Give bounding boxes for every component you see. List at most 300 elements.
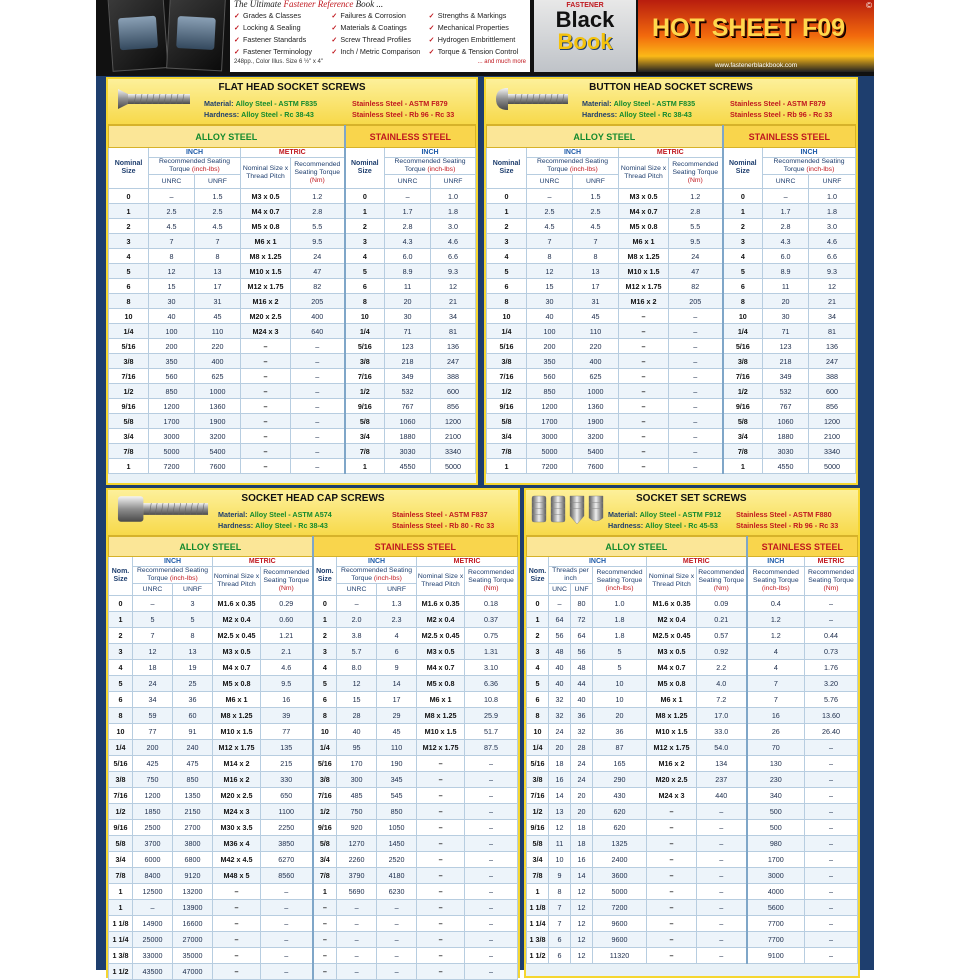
sheet-title: HOT SHEET F09 xyxy=(652,14,846,42)
table-cell: 1 xyxy=(313,612,337,628)
table-cell: – xyxy=(619,309,669,324)
table-cell: 1.0 xyxy=(431,189,476,204)
table-cell: 3/4 xyxy=(723,429,763,444)
table-cell: M1.6 x 0.35 xyxy=(647,596,697,612)
checkmark-icon: ✓ xyxy=(428,35,435,44)
table-cell: – xyxy=(291,459,345,474)
table-cell: 110 xyxy=(377,740,417,756)
table-cell: 1850 xyxy=(133,804,173,820)
table-cell: 545 xyxy=(377,788,417,804)
table-cell: M5 x 0.8 xyxy=(213,676,261,692)
table-cell: 100 xyxy=(527,324,573,339)
table-cell: – xyxy=(697,836,747,852)
table-cell: – xyxy=(527,189,573,204)
table-row xyxy=(109,369,476,384)
table-cell: 12 xyxy=(527,264,573,279)
table-row xyxy=(109,414,476,429)
table-cell: 1/4 xyxy=(487,324,527,339)
table-cell: 1200 xyxy=(809,414,856,429)
table-cell: 1200 xyxy=(527,399,573,414)
checkmark-icon: ✓ xyxy=(331,11,338,20)
tagline: The Ultimate Fastener Reference Book ... xyxy=(234,0,384,9)
table-cell: 7/16 xyxy=(527,788,549,804)
table-cell: 8.0 xyxy=(337,660,377,676)
table-cell: 1.2 xyxy=(291,189,345,204)
table-cell: 11 xyxy=(385,279,431,294)
table-cell: 8.9 xyxy=(385,264,431,279)
table-cell: 0 xyxy=(345,189,385,204)
table-cell: M3 x 0.5 xyxy=(647,644,697,660)
table-cell: 5/16 xyxy=(487,339,527,354)
table-cell: 40 xyxy=(527,309,573,324)
table-cell: 10.8 xyxy=(465,692,518,708)
table-cell: 3 xyxy=(723,234,763,249)
table-cell: 5000 xyxy=(527,444,573,459)
feature-item: ✓ Grades & Classes xyxy=(234,11,301,20)
table-cell: 240 xyxy=(173,740,213,756)
table-cell: 26 xyxy=(747,724,805,740)
table-cell: 9.3 xyxy=(431,264,476,279)
table-cell: 1360 xyxy=(573,399,619,414)
table-cell: 123 xyxy=(763,339,809,354)
table-cell: 6.36 xyxy=(465,676,518,692)
table-cell: 17 xyxy=(573,279,619,294)
table-cell: 1 xyxy=(487,204,527,219)
table-cell: 1.0 xyxy=(809,189,856,204)
table-cell: 12 xyxy=(571,900,593,916)
table-cell: 12 xyxy=(337,676,377,692)
table-cell: M10 x 1.5 xyxy=(213,724,261,740)
table-cell: 5000 xyxy=(593,884,647,900)
table-cell: 2700 xyxy=(173,820,213,836)
table-cell: 3000 xyxy=(527,429,573,444)
table-cell: 17.0 xyxy=(697,708,747,724)
table-cell: – xyxy=(213,964,261,980)
feature-item: ✓ Locking & Sealing xyxy=(234,23,301,32)
table-cell: 4.5 xyxy=(195,219,241,234)
feature-item: ✓ Failures & Corrosion xyxy=(331,11,406,20)
table-cell: 3/8 xyxy=(109,354,149,369)
table-cell: – xyxy=(647,804,697,820)
table-cell: 300 xyxy=(337,772,377,788)
table-cell: 13 xyxy=(573,264,619,279)
book-cover-icon xyxy=(107,0,168,72)
table-cell: 3/8 xyxy=(109,772,133,788)
table-cell: 349 xyxy=(763,369,809,384)
table-cell: 290 xyxy=(593,772,647,788)
table-cell: – xyxy=(647,836,697,852)
table-cell: 2.8 xyxy=(669,204,723,219)
checkmark-icon: ✓ xyxy=(234,35,241,44)
table-cell: 1 3/8 xyxy=(109,948,133,964)
table-cell: – xyxy=(291,384,345,399)
table-cell: 1/4 xyxy=(723,324,763,339)
table-cell: 40 xyxy=(549,676,571,692)
table-cell: 1270 xyxy=(337,836,377,852)
table-cell: – xyxy=(417,836,465,852)
book-info: 248pp., Color Illus. Size 6 ½" x 4" xyxy=(234,59,323,65)
table-cell: 26.40 xyxy=(805,724,858,740)
feature-item: ✓ Inch / Metric Comparison xyxy=(331,47,421,56)
table-cell: 388 xyxy=(431,369,476,384)
table-cell: 36 xyxy=(593,724,647,740)
table-cell: – xyxy=(241,354,291,369)
table-cell: 0.29 xyxy=(261,596,313,612)
table-cell: 7 xyxy=(549,900,571,916)
table-cell: – xyxy=(465,804,518,820)
table-cell: 430 xyxy=(593,788,647,804)
table-cell: 1 3/8 xyxy=(527,932,549,948)
table-cell: 3 xyxy=(313,644,337,660)
table-cell: 1200 xyxy=(149,399,195,414)
table-cell: M8 x 1.25 xyxy=(647,708,697,724)
table-row xyxy=(109,339,476,354)
table-cell: 8 xyxy=(549,884,571,900)
table-cell: M10 x 1.5 xyxy=(241,264,291,279)
table-cell: 237 xyxy=(697,772,747,788)
table-cell: – xyxy=(647,868,697,884)
table-cell: – xyxy=(465,948,518,964)
table-cell: – xyxy=(697,916,747,932)
table-cell: – xyxy=(337,916,377,932)
table-cell: 9/16 xyxy=(345,399,385,414)
table-cell: 24 xyxy=(133,676,173,692)
table-row xyxy=(109,676,518,692)
feature-item: ✓ Mechanical Properties xyxy=(428,23,509,32)
table-cell: 750 xyxy=(133,772,173,788)
table-cell: – xyxy=(313,916,337,932)
table-cell: 1/2 xyxy=(723,384,763,399)
table-cell: 6230 xyxy=(377,884,417,900)
table-cell: 5/16 xyxy=(723,339,763,354)
table-cell: 3200 xyxy=(573,429,619,444)
table-cell: 3340 xyxy=(431,444,476,459)
table-cell: – xyxy=(313,964,337,980)
table-cell: M5 x 0.8 xyxy=(241,219,291,234)
table-cell: 9/16 xyxy=(109,399,149,414)
table-cell: 5 xyxy=(109,676,133,692)
table-cell: 2.2 xyxy=(697,660,747,676)
table-cell: – xyxy=(417,916,465,932)
table-cell: 3/4 xyxy=(527,852,549,868)
table-cell: 5/8 xyxy=(109,836,133,852)
table-cell: 19 xyxy=(173,660,213,676)
table-cell: 4 xyxy=(747,644,805,660)
table-cell: 24 xyxy=(291,249,345,264)
feature-column-2 xyxy=(331,10,428,58)
table-cell: 767 xyxy=(763,399,809,414)
table-cell: 32 xyxy=(549,692,571,708)
table-cell: – xyxy=(241,459,291,474)
table-cell: 47 xyxy=(291,264,345,279)
table-cell: 7200 xyxy=(593,900,647,916)
table-cell: 5.7 xyxy=(337,644,377,660)
table-row xyxy=(487,189,856,204)
table-cell: 5 xyxy=(109,264,149,279)
table-cell: – xyxy=(261,948,313,964)
table-row xyxy=(109,724,518,740)
table-cell: 9/16 xyxy=(313,820,337,836)
table-cell: 10 xyxy=(109,724,133,740)
table-cell: 4.5 xyxy=(527,219,573,234)
table-cell: M3 x 0.5 xyxy=(417,644,465,660)
table-cell: – xyxy=(377,916,417,932)
feature-item: ✓ Materials & Coatings xyxy=(331,23,407,32)
table-cell: 4 xyxy=(345,249,385,264)
table-cell: 43500 xyxy=(133,964,173,980)
table-cell: 18 xyxy=(571,820,593,836)
table-cell: – xyxy=(241,399,291,414)
table-cell: 0.18 xyxy=(465,596,518,612)
table-cell: 220 xyxy=(573,339,619,354)
table-cell: 95 xyxy=(337,740,377,756)
table-cell: – xyxy=(261,964,313,980)
table-row xyxy=(487,459,856,474)
table-cell: 3/8 xyxy=(527,772,549,788)
table-cell: 1 xyxy=(723,204,763,219)
table-cell: 4550 xyxy=(763,459,809,474)
button-head-panel: BUTTON HEAD SOCKET SCREWS Material: Alloy Steel - ASTM F835 Hardness: Alloy Steel - Rc 38-43 Stainless Steel - ASTM F879 Stainless Steel - Rb 96 - Rc 33 ALLOY STEEL STAINLESS STEEL Nominal Size INCH METRIC Nominal Size INCH Recommended Seating Torque (inch-lbs) Nominal Size x Thread Pitch Recommended Seating Torque (Nm) Recommended Seating Torque (inch-lbs) UNRC UNRF UNRC UNRF 0 – 1.5 M3 x 0.5 1.2 0 – 1.0 1 2.5 2.5 M4 x 0.7 2.8 1 1.7 1.8 2 4.5 4.5 M5 x 0.8 5.5 2 2.8 3.0 3 7 7 M6 x 1 9.5 3 4.3 4.6 4 8 8 M8 x 1.25 24 4 6.0 6.6 5 12 13 M10 x 1.5 47 5 8.9 9.3 6 15 17 M12 x 1.75 82 6 11 12 8 30 31 M16 x 2 205 8 20 21 10 40 45 – – 10 30 34 1/4 100 110 – – 1/4 71 81 5/16 200 220 – – 5/16 123 136 3/8 350 400 – – 3/8 218 247 7/16 560 625 – – 7/16 349 388 1/2 850 1000 – – 1/2 532 600 9/16 1200 1360 – – 9/16 767 856 5/8 1700 1900 – – 5/8 1060 1200 3/4 3000 3200 – – 3/4 1880 2100 7/8 5000 5400 – – 7/8 3030 3340 1 7200 7600 – – 1 4550 5000 xyxy=(484,77,858,485)
table-cell: 7700 xyxy=(747,916,805,932)
checkmark-icon: ✓ xyxy=(234,23,241,32)
table-cell: – xyxy=(647,852,697,868)
table-cell: 3850 xyxy=(261,836,313,852)
table-cell: 388 xyxy=(809,369,856,384)
table-cell: 3/8 xyxy=(723,354,763,369)
table-row xyxy=(109,708,518,724)
table-cell: M2 x 0.4 xyxy=(213,612,261,628)
table-cell: 0.60 xyxy=(261,612,313,628)
table-cell: 5000 xyxy=(431,459,476,474)
table-cell: 7600 xyxy=(573,459,619,474)
table-cell: – xyxy=(291,414,345,429)
table-cell: 856 xyxy=(809,399,856,414)
table-cell: 2.3 xyxy=(377,612,417,628)
table-cell: 1900 xyxy=(195,414,241,429)
table-cell: 1 xyxy=(109,612,133,628)
feature-item: ✓ Screw Thread Profiles xyxy=(331,35,411,44)
table-row xyxy=(109,324,476,339)
table-cell: 4.3 xyxy=(385,234,431,249)
table-cell: 3.10 xyxy=(465,660,518,676)
table-cell: M48 x 5 xyxy=(213,868,261,884)
checkmark-icon: ✓ xyxy=(428,47,435,56)
table-cell: 1325 xyxy=(593,836,647,852)
table-cell: M20 x 2.5 xyxy=(241,309,291,324)
table-cell: 34 xyxy=(133,692,173,708)
table-cell: – xyxy=(619,444,669,459)
table-cell: 1 xyxy=(345,204,385,219)
table-cell: 16 xyxy=(747,708,805,724)
table-row xyxy=(487,369,856,384)
table-cell: 5400 xyxy=(195,444,241,459)
table-cell: – xyxy=(805,932,858,948)
table-cell: 0.73 xyxy=(805,644,858,660)
table-cell: – xyxy=(465,852,518,868)
table-cell: 87 xyxy=(593,740,647,756)
table-cell: 1 xyxy=(313,884,337,900)
table-cell: 1 1/8 xyxy=(109,916,133,932)
table-cell: 15 xyxy=(337,692,377,708)
table-row xyxy=(109,189,476,204)
table-cell: M30 x 3.5 xyxy=(213,820,261,836)
table-row xyxy=(487,429,856,444)
table-cell: – xyxy=(417,788,465,804)
table-cell: 6.6 xyxy=(431,249,476,264)
table-cell: 345 xyxy=(377,772,417,788)
table-cell: 60 xyxy=(173,708,213,724)
table-cell: 3340 xyxy=(809,444,856,459)
table-cell: 110 xyxy=(573,324,619,339)
table-cell: – xyxy=(241,369,291,384)
table-cell: 205 xyxy=(669,294,723,309)
table-cell: 64 xyxy=(549,612,571,628)
table-cell: – xyxy=(805,836,858,852)
table-cell: 3.8 xyxy=(337,628,377,644)
table-cell: 8 xyxy=(195,249,241,264)
cap-screw-icon xyxy=(116,494,210,524)
socket-set-screws-panel: SOCKET SET SCREWS Material: Alloy Steel - ASTM F912 Hardness: Alloy Steel - Rc 45-53 Stainless Steel - ASTM F880 Stainless Steel - Rb 96 - Rc 33 ALLOY STEEL STAINLESS STEEL Nom. Size INCH METRIC INCH METRIC Threads per inch Recommended Seating Torque (inch-lbs) Nominal Size x Thread Pitch Recommended Seating Torque (Nm) Recommended Seating Torque (inch-lbs) Recommended Seating Torque (Nm) UNC UNF 0 – 80 1.0 M1.6 x 0.35 0.09 0.4 – 1 64 72 1.8 M2 x 0.4 0.21 1.2 – 2 56 64 1.8 M2.5 x 0.45 0.57 1.2 0.44 3 48 56 5 M3 x 0.5 0.92 4 0.73 4 40 48 5 M4 x 0.7 2.2 4 1.76 5 40 44 10 M5 x 0.8 4.0 7 3.20 6 32 40 10 M6 x 1 7.2 7 5.76 8 32 36 20 M8 x 1.25 17.0 16 13.60 10 24 32 36 M10 x 1.5 33.0 26 26.40 1/4 20 28 87 M12 x 1.75 54.0 70 – 5/16 18 24 165 M16 x 2 134 130 – 3/8 16 24 290 M20 x 2.5 237 230 – 7/16 14 20 430 M24 x 3 440 340 – 1/2 13 20 620 – – 500 – 9/16 12 18 620 – – 500 – 5/8 11 18 1325 – – 980 – 3/4 10 16 2400 – – 1700 – 7/8 9 14 3600 – – 3000 – 1 8 12 5000 – – 4000 – 1 1/8 7 12 7200 – – 5600 – 1 1/4 7 12 9600 – – 7700 – 1 3/8 6 12 9600 – – 7700 – 1 1/2 6 12 11320 – – 9100 – xyxy=(524,488,860,978)
table-cell: 3 xyxy=(527,644,549,660)
table-cell: 18 xyxy=(549,756,571,772)
table-cell: 1.7 xyxy=(385,204,431,219)
table-cell: – xyxy=(805,884,858,900)
table-cell: M24 x 3 xyxy=(647,788,697,804)
table-cell: M16 x 2 xyxy=(241,294,291,309)
table-cell: 3000 xyxy=(149,429,195,444)
table-cell: 20 xyxy=(385,294,431,309)
table-cell: 6 xyxy=(377,644,417,660)
table-cell: 30 xyxy=(527,294,573,309)
table-cell: 7/8 xyxy=(487,444,527,459)
table-cell: 600 xyxy=(809,384,856,399)
table-cell: 12 xyxy=(133,644,173,660)
table-cell: – xyxy=(465,756,518,772)
table-cell: 1.7 xyxy=(763,204,809,219)
table-cell: 1 xyxy=(723,459,763,474)
table-cell: – xyxy=(291,369,345,384)
table-cell: 13200 xyxy=(173,884,213,900)
table-cell: 1880 xyxy=(385,429,431,444)
flat-head-torque-table: ALLOY STEEL STAINLESS STEEL Nominal Size INCH METRIC Nominal Size INCH Recommended Seating Torque (inch-lbs) Nominal Size x Thread Pitch Recommended Seating Torque (Nm) Recommended Seating Torque (inch-lbs) UNRC UNRF UNRC UNRF 0 – 1.5 M3 x 0.5 1.2 0 – 1.0 1 2.5 2.5 M4 x 0.7 2.8 1 1.7 1.8 2 4.5 4.5 M5 x 0.8 5.5 2 2.8 3.0 3 7 7 M6 x 1 9.5 3 4.3 4.6 4 8 8 M8 x 1.25 24 4 6.0 6.6 5 12 13 M10 x 1.5 47 5 8.9 9.3 6 15 17 M12 x 1.75 82 6 11 12 8 30 31 M16 x 2 205 8 20 21 10 40 45 M20 x 2.5 400 10 30 34 1/4 100 110 M24 x 3 640 1/4 71 81 5/16 200 220 – – 5/16 123 136 3/8 350 400 – – 3/8 218 247 7/16 560 625 – – 7/16 349 388 1/2 850 1000 – – 1/2 532 600 9/16 1200 1360 – – 9/16 767 856 5/8 1700 1900 – – 5/8 1060 1200 3/4 3000 3200 – – 3/4 1880 2100 7/8 5000 5400 – – 7/8 3030 3340 1 7200 7600 – – 1 4550 5000 xyxy=(108,125,476,474)
table-cell: – xyxy=(261,932,313,948)
table-cell: M8 x 1.25 xyxy=(241,249,291,264)
table-cell: 1 xyxy=(345,459,385,474)
table-cell: M20 x 2.5 xyxy=(213,788,261,804)
table-cell: 2 xyxy=(313,628,337,644)
table-cell: 7 xyxy=(195,234,241,249)
table-cell: 17 xyxy=(377,692,417,708)
table-cell: 2.8 xyxy=(291,204,345,219)
table-cell: 3/8 xyxy=(487,354,527,369)
table-cell: M12 x 1.75 xyxy=(417,740,465,756)
table-row xyxy=(487,234,856,249)
table-cell: – xyxy=(261,916,313,932)
table-cell: 9120 xyxy=(173,868,213,884)
table-cell: – xyxy=(669,339,723,354)
table-cell: – xyxy=(465,900,518,916)
table-cell: – xyxy=(241,339,291,354)
table-row xyxy=(109,219,476,234)
checkmark-icon: ✓ xyxy=(331,35,338,44)
table-cell: 13900 xyxy=(173,900,213,916)
table-row xyxy=(527,660,858,676)
table-cell: M1.6 x 0.35 xyxy=(213,596,261,612)
table-cell: 1/2 xyxy=(109,384,149,399)
table-cell: 5 xyxy=(345,264,385,279)
table-cell: 0 xyxy=(487,189,527,204)
checkmark-icon: ✓ xyxy=(428,23,435,32)
table-cell: 0 xyxy=(723,189,763,204)
table-cell: 6 xyxy=(109,692,133,708)
table-cell: 12 xyxy=(571,948,593,964)
table-cell: – xyxy=(417,772,465,788)
table-cell: 20 xyxy=(593,708,647,724)
table-cell: 35000 xyxy=(173,948,213,964)
table-cell: 400 xyxy=(573,354,619,369)
table-cell: 3/4 xyxy=(345,429,385,444)
table-row xyxy=(487,249,856,264)
table-cell: 4 xyxy=(487,249,527,264)
table-cell: 11320 xyxy=(593,948,647,964)
table-cell: 475 xyxy=(173,756,213,772)
table-cell: 340 xyxy=(747,788,805,804)
table-cell: 1.5 xyxy=(573,189,619,204)
table-cell: 4.6 xyxy=(809,234,856,249)
table-row xyxy=(109,852,518,868)
book-covers xyxy=(104,0,228,70)
table-cell: 12 xyxy=(549,820,571,836)
table-cell: 10 xyxy=(593,692,647,708)
table-cell: 1 1/4 xyxy=(527,916,549,932)
table-cell: 7/8 xyxy=(527,868,549,884)
table-cell: 30 xyxy=(385,309,431,324)
table-cell: 2.5 xyxy=(527,204,573,219)
table-cell: 4 xyxy=(377,628,417,644)
table-cell: 1.3 xyxy=(377,596,417,612)
table-row xyxy=(487,204,856,219)
table-cell: 5 xyxy=(173,612,213,628)
table-cell: 2 xyxy=(723,219,763,234)
table-cell: 1/4 xyxy=(109,324,149,339)
table-cell: 21 xyxy=(809,294,856,309)
table-cell: 200 xyxy=(527,339,573,354)
table-cell: 71 xyxy=(385,324,431,339)
table-cell: M24 x 3 xyxy=(241,324,291,339)
table-cell: 4 xyxy=(109,660,133,676)
table-cell: – xyxy=(261,900,313,916)
table-cell: 400 xyxy=(291,309,345,324)
table-cell: 5.76 xyxy=(805,692,858,708)
table-cell: M4 x 0.7 xyxy=(619,204,669,219)
table-cell: 136 xyxy=(809,339,856,354)
table-row xyxy=(487,339,856,354)
table-cell: 2520 xyxy=(377,852,417,868)
table-cell: 0 xyxy=(109,189,149,204)
table-cell: 8 xyxy=(109,294,149,309)
table-cell: 48 xyxy=(571,660,593,676)
table-cell: 56 xyxy=(549,628,571,644)
table-cell: – xyxy=(805,868,858,884)
table-cell: 1 1/4 xyxy=(109,932,133,948)
table-cell: – xyxy=(385,189,431,204)
table-cell: 8 xyxy=(313,708,337,724)
table-cell: 13 xyxy=(549,804,571,820)
table-cell: 8 xyxy=(345,294,385,309)
table-cell: M12 x 1.75 xyxy=(647,740,697,756)
header-banner xyxy=(96,0,874,76)
table-cell: 5/16 xyxy=(109,339,149,354)
